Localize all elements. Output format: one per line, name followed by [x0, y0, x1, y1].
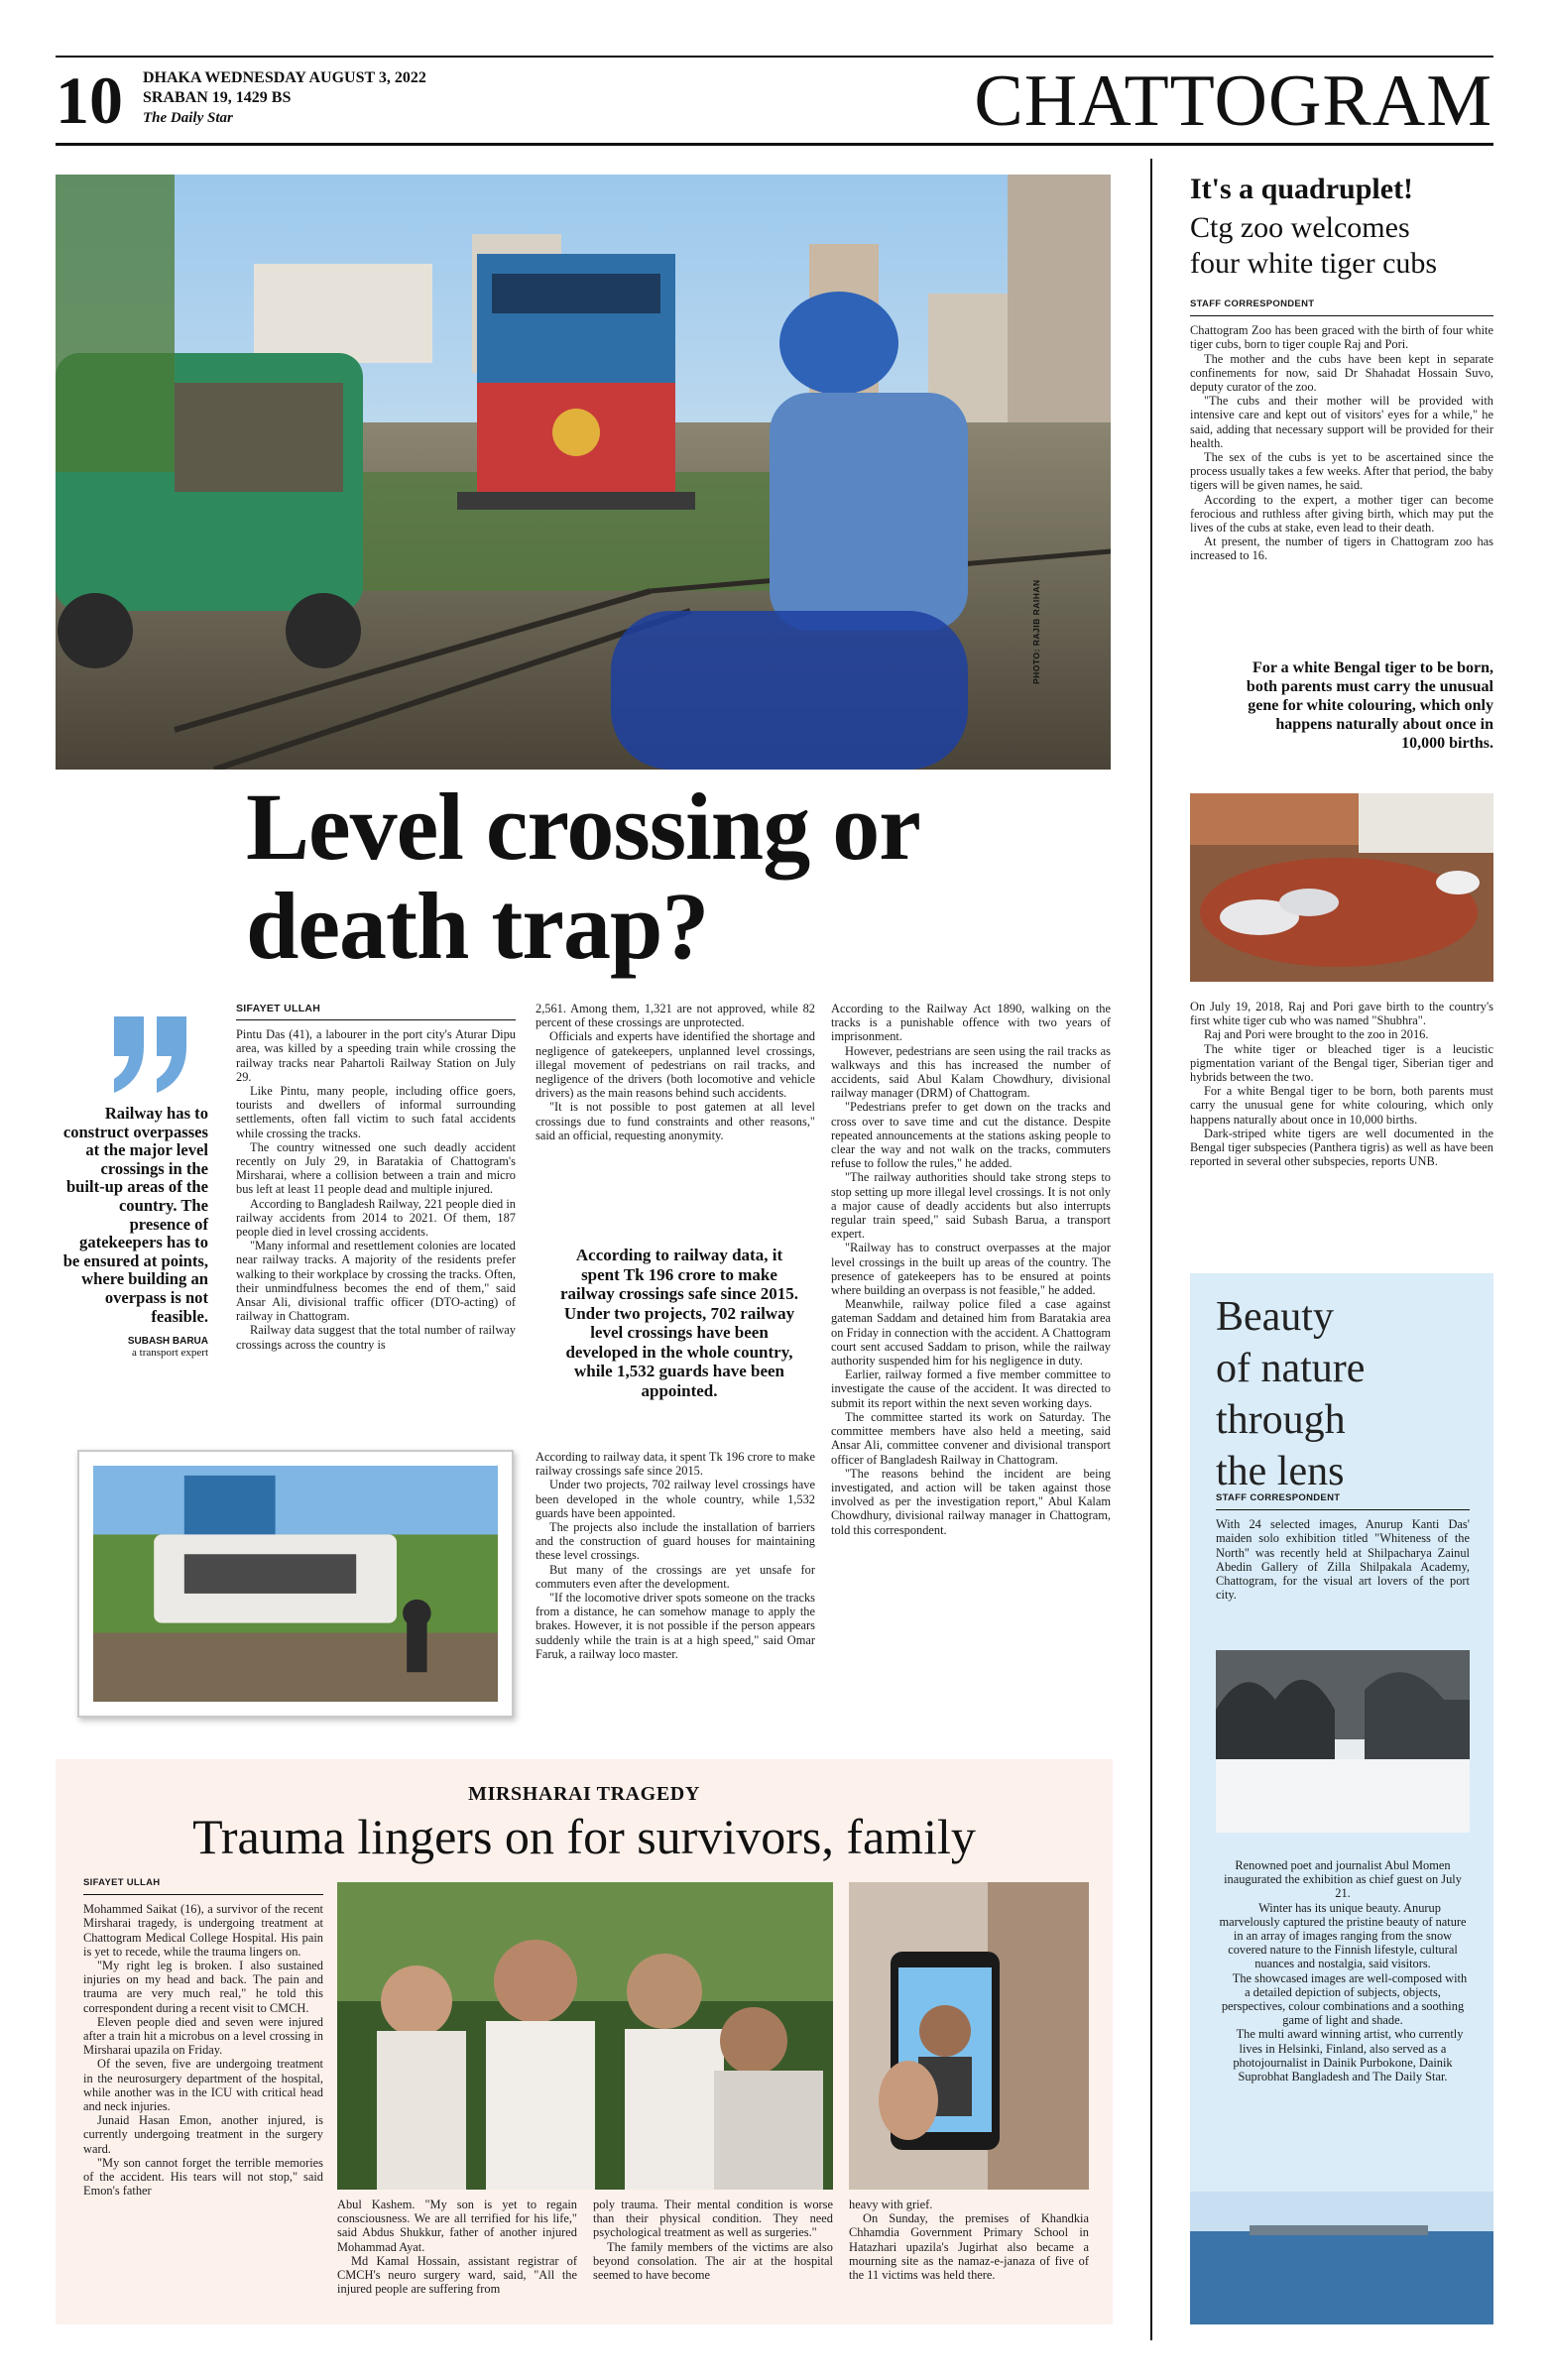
beauty-headline-line-3: through — [1216, 1397, 1346, 1443]
tiger-body-top — [1190, 298, 1493, 563]
paragraph: "If the locomotive driver spots someone on the tracks from a distance, he can somehow manage to apply the brakes. However, it is not possible if the person appears suddenly while the train is at a high speed," said Omar Faruk, a railway loco master. — [536, 1591, 815, 1661]
paragraph: Junaid Hasan Emon, another injured, is currently undergoing treatment in the surgery ward. — [83, 2113, 323, 2156]
section-title: CHATTOGRAM — [974, 60, 1492, 142]
paragraph: According to the expert, a mother tiger can become ferocious and ruthless after giving birth, which may put the lives of the cubs at stake, even lead to their death. — [1190, 492, 1493, 536]
headline-line-1: Level crossing or — [246, 774, 920, 880]
trauma-column-4 — [849, 2198, 1089, 2282]
paragraph: On Sunday, the premises of Khandkia Chhamdia Government Primary School in Hatazhari upazila's Jugirhat also became a mourning site as the namaz-e-janaza of five of the 11 victims was held there. — [849, 2211, 1089, 2283]
tiger-pull-quote: For a white Bengal tiger to be born, both parents must carry the unusual gene for white colouring, which only happens naturally about once in 10,000 births. — [1246, 659, 1493, 752]
main-headline — [246, 774, 920, 979]
microbus-accident-photo — [77, 1450, 514, 1718]
beauty-body-bottom — [1216, 1858, 1470, 2083]
paragraph: "My right leg is broken. I also sustained injuries on my head and back. The pain and trauma are very much real," he told this correspondent during a recent visit to CMCH. — [83, 1959, 323, 2015]
main-byline: SIFAYET ULLAH — [236, 1002, 516, 1020]
paragraph: Pintu Das (41), a labourer in the port city's Aturar Dipu area, was killed by a speeding train while crossing the railway tracks near Pahartoli Railway Station on July 29. — [236, 1027, 516, 1084]
masthead-top-rule — [56, 56, 1493, 58]
paragraph: Earlier, railway formed a five member committee to investigate the cause of the accident. It was directed to submit its report within the next seven working days. — [831, 1368, 1111, 1410]
paragraph: Dark-striped white tigers are well documented in the Bengal tiger subspecies (Panthera tigris) as well as have been reported in several other subspecies, reports UNB. — [1190, 1126, 1493, 1169]
trauma-kicker: MIRSHARAI TRAGEDY — [468, 1783, 700, 1805]
tiger-byline: STAFF CORRESPONDENT — [1190, 298, 1493, 316]
trauma-column-2 — [337, 2198, 577, 2296]
paragraph: The sex of the cubs is yet to be ascertained since the process usually takes a few weeks. After that period, the baby tigers will be given names, he said. — [1190, 450, 1493, 493]
headline-line-2: death trap? — [246, 873, 709, 979]
paragraph: The committee started its work on Saturday. The committee members have also held a meeting, said Ansar Ali, committee convener and divisional transport officer of Bangladesh Railway in Chattogram. — [831, 1409, 1111, 1467]
paragraph: According to the Railway Act 1890, walking on the tracks is a punishable offence with two years of imprisonment. — [831, 1002, 1111, 1044]
paragraph: Raj and Pori were brought to the zoo in 2016. — [1204, 1027, 1429, 1042]
pull-quote-text: Railway has to construct overpasses at the major level crossings in the built-up areas of the country. The presence of gatekeepers has to be ensured at points, where building an overpass is not feasible. — [62, 1104, 208, 1326]
paragraph: Chattogram Zoo has been graced with the birth of four white tiger cubs, born to tiger couple Raj and Pori. — [1190, 323, 1493, 352]
paragraph: The mother and the cubs have been kept in separate confinements for now, said Dr Shahadat Hossain Suvo, deputy curator of the zoo. — [1190, 351, 1493, 395]
paragraph: But many of the crossings are yet unsafe for commuters even after the development. — [536, 1562, 815, 1591]
victim-phone-photo — [849, 1882, 1089, 2190]
beauty-headline-line-2: of nature — [1216, 1346, 1366, 1391]
paragraph: According to Bangladesh Railway, 221 people died in railway accidents from 2014 to 2021. Of them, 187 people died in level crossing accidents. — [236, 1196, 516, 1240]
paragraph: "It is not possible to post gatemen at all level crossings due to fund constraints and other reasons," said an official, requesting anonymity. — [536, 1100, 815, 1142]
trauma-column-3 — [593, 2198, 833, 2282]
paper-name: The Daily Star — [143, 110, 233, 126]
paragraph: heavy with grief. — [849, 2198, 933, 2211]
paragraph: Officials and experts have identified the shortage and negligence of gatekeepers, unplanned level crossings, illegal movement of pedestrians on rail tracks, and negligence of the drivers (both locomotive and vehicle drivers) as the main reasons behind such accidents. — [536, 1029, 815, 1101]
quote-source: SUBASH BARUA — [127, 1336, 208, 1348]
paragraph: The country witnessed one such deadly accident recently on July 29, in Baratakia of Chattogram's Mirsharai, where a collision between a train and micro bus left at least 11 people dead and multiple injured. — [236, 1139, 516, 1197]
paragraph: Mohammed Saikat (16), a survivor of the recent Mirsharai tragedy, is undergoing treatment at Chattogram Medical College Hospital. His pain is yet to recede, while the trauma lingers on. — [83, 1902, 323, 1959]
masthead-bottom-rule — [56, 143, 1493, 146]
paragraph: The multi award winning artist, who currently lives in Helsinki, Finland, also served as a photojournalist in Dainik Purbokone, Dainik Suprobhat Bangladesh and The Daily Star. — [1233, 2027, 1464, 2084]
beauty-headline — [1216, 1291, 1365, 1497]
paragraph: "The reasons behind the incident are being investigated, and action will be taken against those involved as per the investigation report," Abul Kalam Chowdhury, divisional railway manager in Chattogram, told this correspondent. — [831, 1466, 1111, 1537]
beauty-byline: STAFF CORRESPONDENT — [1216, 1491, 1470, 1510]
main-column-1 — [236, 1002, 516, 1352]
trauma-column-1 — [83, 1876, 323, 2198]
main-column-3 — [831, 1002, 1111, 1537]
beauty-headline-line-1: Beauty — [1216, 1294, 1334, 1340]
paragraph: The projects also include the installation of barriers and the construction of guard houses for maintaining these level crossings. — [536, 1520, 815, 1563]
paragraph: Like Pintu, many people, including office goers, tourists and dwellers of informal surrounding settlements, often fall victim to such fatal accidents while crossing the tracks. — [236, 1084, 516, 1140]
white-tiger-cubs-photo — [1190, 793, 1493, 982]
lake-photo — [1190, 2192, 1493, 2324]
trauma-byline: SIFAYET ULLAH — [83, 1876, 323, 1895]
snow-landscape-photo — [1216, 1650, 1470, 1833]
paragraph: 2,561. Among them, 1,321 are not approved, while 82 percent of these crossings are unprotected. — [536, 1002, 815, 1030]
paragraph: Winter has its unique beauty. Anurup marvelously captured the pristine beauty of nature in an array of images ranging from the snow covered nature to the Finnish lifestyle, cultural nuances and nostalgia, said visitors. — [1219, 1900, 1467, 1971]
dateline: DHAKA WEDNESDAY AUGUST 3, 2022 — [143, 69, 426, 86]
paragraph: On July 19, 2018, Raj and Pori gave birth to the country's first white tiger cub who was named "Shubhra". — [1190, 1000, 1493, 1028]
pull-quote-block — [60, 1002, 208, 1359]
paragraph: Renowned poet and journalist Abul Momen inaugurated the exhibition as chief guest on July 21. — [1224, 1858, 1462, 1901]
paragraph: Abul Kashem. "My son is yet to regain consciousness. We are all terrified for his life," said Abdus Shukkur, father of another injured Mohammad Ayat. — [337, 2198, 577, 2254]
photo-credit: PHOTO: RAJIB RAIHAN — [1031, 579, 1041, 684]
quote-source-role: a transport expert — [132, 1347, 208, 1360]
paragraph: According to railway data, it spent Tk 196 crore to make railway crossings safe since 2015. — [536, 1450, 815, 1479]
column-divider — [1150, 159, 1152, 2340]
paragraph: "Pedestrians prefer to get down on the tracks and cross over to save time and cut the distance. Despite repeated announcements at the stations asking people to clear the way and not walk on the tracks, commuters refuse to follow the rules," he added. — [831, 1100, 1111, 1171]
paragraph: "Many informal and resettlement colonies are located near railway tracks. A majority of the residents prefer walking to their workplace by crossing the tracks. Often, their unmindfulness becomes the end of them," said Ansar Ali, divisional traffic officer (DTO-acting) of railway in Chattogram. — [236, 1239, 516, 1324]
paragraph: Md Kamal Hossain, assistant registrar of CMCH's neuro surgery ward, said, "All the injured people are suffering from — [337, 2253, 577, 2297]
paragraph: At present, the number of tigers in Chattogram zoo has increased to 16. — [1190, 535, 1493, 563]
tiger-body-bottom — [1190, 1000, 1493, 1168]
paragraph: Meanwhile, railway police filed a case against gateman Saddam and detained him from Baratakia area on Friday in connection with the accident. A Chattogram court sent accused Saddam to prison, while the railway authority suspended him for his negligence in duty. — [831, 1297, 1111, 1368]
paragraph: Eleven people died and seven were injured after a train hit a microbus on a level crossing in Mirsharai upazila on Friday. — [83, 2014, 323, 2058]
paragraph: Of the seven, five are undergoing treatment in the neurosurgery department of the hospital, while another was in the ICU with critical head and neck injuries. — [83, 2057, 323, 2114]
paragraph: The family members of the victims are also beyond consolation. The air at the hospital seemed to have become — [593, 2239, 833, 2283]
trauma-headline: Trauma lingers on for survivors, family — [192, 1809, 976, 1864]
paragraph: poly trauma. Their mental condition is worse than their physical condition. They need psychological treatment as well as surgeries." — [593, 2198, 833, 2240]
page-number: 10 — [56, 62, 123, 138]
paragraph: "My son cannot forget the terrible memories of the accident. His tears will not stop," said Emon's father — [83, 2155, 323, 2199]
paragraph: The showcased images are well-composed with a detailed depiction of subjects, objects, perspectives, colour combinations and a soothing game of light and shade. — [1221, 1970, 1468, 2028]
mourners-prayer-photo — [337, 1882, 833, 2190]
paragraph: Under two projects, 702 railway level crossings have been developed in the whole country, while 1,532 guards have been appointed. — [536, 1478, 815, 1520]
paragraph: "The railway authorities should take strong steps to stop setting up more illegal level crossings. It is not only a major cause of deadly accidents but also interrupts regular train speed," said Subash Barua, a transport expert. — [831, 1170, 1111, 1242]
main-column-2 — [536, 1002, 815, 1142]
train-crossing-photo — [56, 175, 1111, 770]
main-column-2-lower — [536, 1450, 815, 1661]
paragraph: The white tiger or bleached tiger is a leucistic pigmentation variant of the Bengal tiger, Siberian tiger and hybrids between the two. — [1190, 1041, 1493, 1085]
paragraph: "The cubs and their mother will be provided with intensive care and kept out of visitors' eyes for a while," he said, adding that necessary support will be provided for their health. — [1190, 394, 1493, 450]
paragraph: With 24 selected images, Anurup Kanti Das' maiden solo exhibition titled "Whiteness of the North" was recently held at Shilpacharya Zainul Abedin Gallery of Zilla Shilpakala Academy, Chattogram, for the visual art lovers of the port city. — [1216, 1517, 1470, 1603]
paragraph: Railway data suggest that the total number of railway crossings across the country is — [236, 1323, 516, 1352]
tiger-headline: It's a quadruplet! — [1190, 173, 1414, 205]
paragraph: However, pedestrians are seen using the rail tracks as walkways and this has increased the number of accidents, said Abul Kalam Chowdhury, divisional railway manager (DRM) of Chattogram. — [831, 1043, 1111, 1101]
bangla-date: SRABAN 19, 1429 BS — [143, 89, 292, 106]
center-pull-quote: According to railway data, it spent Tk 196 crore to make railway crossings safe since 2015. Under two projects, 702 railway level crossings have been developed in the whole country, while 1,532 guards have been appointed. — [559, 1246, 799, 1400]
quote-mark-icon — [60, 1002, 208, 1101]
beauty-body-top — [1216, 1491, 1470, 1602]
paragraph: For a white Bengal tiger to be born, both parents must carry the unusual gene for white colouring, which only happens naturally about once in 10,000 births. — [1190, 1084, 1493, 1127]
beauty-headline-line-4: the lens — [1216, 1449, 1345, 1494]
paragraph: "Railway has to construct overpasses at the major level crossings in the built up areas of the country. The presence of gatekeepers has to be ensured at points where building an overpass is not feasible," he added. — [831, 1241, 1111, 1298]
tiger-subhead: Ctg zoo welcomes four white tiger cubs — [1190, 211, 1438, 280]
